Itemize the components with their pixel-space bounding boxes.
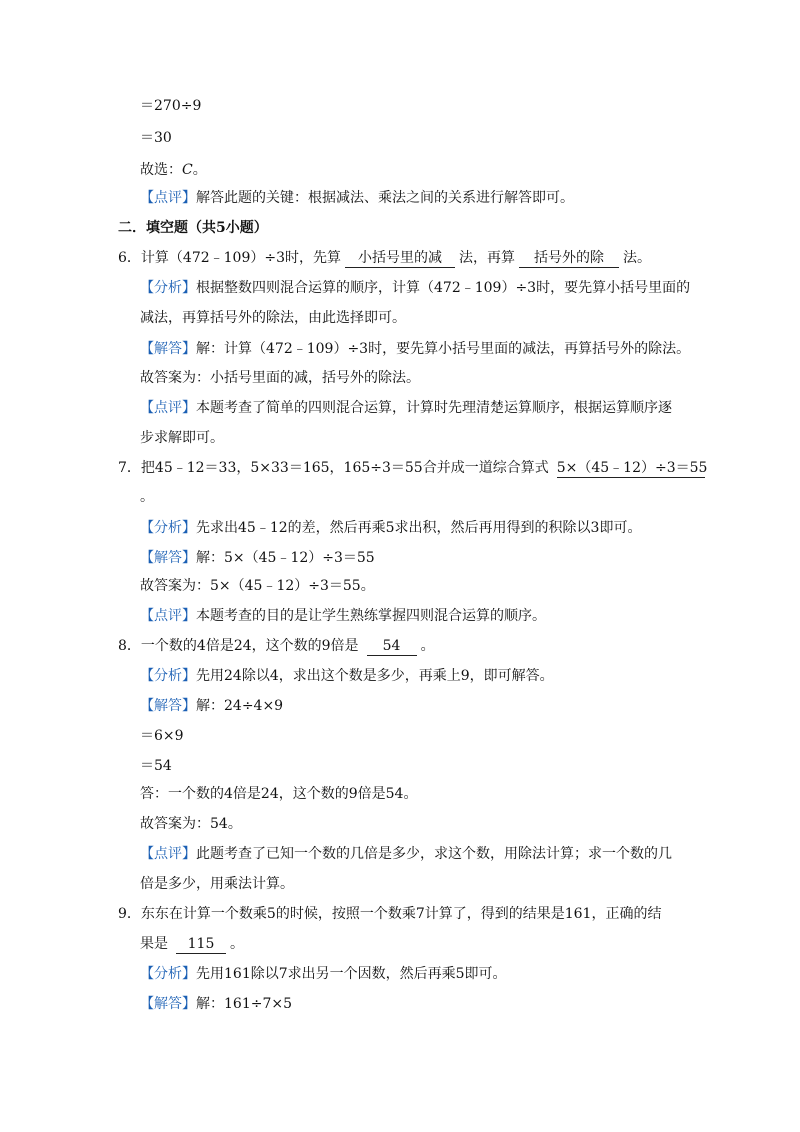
q7-comment: [140, 606, 546, 626]
q5-comment-text: 解答此题的关键：根据减法、乘法之间的关系进行解答即可。: [196, 190, 574, 206]
q8-solution-text: 解：24÷4×9: [196, 698, 284, 714]
q5-comment: [140, 188, 574, 208]
q9-analysis: [140, 964, 507, 984]
q9-analysis-text: 先用161除以7求出另一个因数，然后再乘5即可。: [196, 966, 507, 982]
q8-stem: [118, 636, 435, 656]
q6-stem-a: 计算（472﹣109）÷3时，先算: [140, 250, 342, 266]
q7-comment-text: 本题考查的目的是让学生熟练掌握四则混合运算的顺序。: [196, 608, 546, 624]
q9-answer-blank: 115: [176, 935, 226, 954]
solution-tag: 【解答】: [140, 550, 196, 566]
comment-tag: 【点评】: [140, 400, 196, 416]
q6-analysis-text-1: 根据整数四则混合运算的顺序，计算（472﹣109）÷3时，要先算小括号里面的: [196, 280, 691, 296]
q9-stem-text-1: 东东在计算一个数乘5的时候，按照一个数乘7计算了，得到的结果是161，正确的结: [140, 906, 662, 922]
comment-tag: 【点评】: [140, 190, 196, 206]
q6-analysis-text-2: 减法，再算括号外的除法，由此选择即可。: [140, 310, 406, 326]
q8-answer-blank: 54: [367, 637, 417, 656]
q5-step1: ＝270÷9: [140, 98, 202, 114]
solution-tag: 【解答】: [140, 698, 196, 714]
q8-analysis: [140, 666, 554, 686]
q8-comment-text-1: 此题考查了已知一个数的几倍是多少，求这个数，用除法计算；求一个数的几: [196, 846, 672, 862]
q7-analysis-text: 先求出45﹣12的差，然后再乘5求出积，然后再用得到的积除以3即可。: [196, 520, 642, 536]
q6-solution: [140, 339, 690, 359]
q8-answer: 故答案为：54。: [140, 816, 242, 832]
q9-number: 9．: [118, 906, 141, 922]
q5-choice-letter: C: [182, 162, 193, 178]
q7-stem-text: 把45﹣12＝33，5×33＝165，165÷3＝55合并成一道综合算式: [140, 460, 549, 476]
section-title: 二．填空题（共5小题）: [118, 220, 268, 236]
q9-stem-text-2b: 。: [230, 936, 244, 952]
comment-tag: 【点评】: [140, 608, 196, 624]
q9-stem: [118, 904, 661, 924]
comment-tag: 【点评】: [140, 846, 196, 862]
analysis-tag: 【分析】: [140, 520, 196, 536]
q7-stem-end: 。: [140, 489, 154, 505]
q6-solution-text: 解：计算（472﹣109）÷3时，要先算小括号里面的减法，再算括号外的除法。: [196, 341, 691, 357]
q6-comment: [140, 398, 672, 418]
q6-analysis: [140, 278, 690, 298]
q7-solution: [140, 548, 375, 568]
q9-solution: [140, 994, 292, 1014]
q6-stem-c: 法。: [623, 250, 652, 266]
q7-stem: [118, 458, 708, 478]
q6-number: 6．: [118, 250, 141, 266]
q9-stem-line-2: [140, 934, 244, 954]
analysis-tag: 【分析】: [140, 966, 196, 982]
q7-solution-text: 解：5×（45﹣12）÷3＝55: [196, 550, 375, 566]
q6-answer: 故答案为：小括号里面的减，括号外的除法。: [140, 370, 420, 386]
q5-choice-prefix: 故选：: [140, 162, 182, 178]
q8-analysis-text: 先用24除以4，求出这个数是多少，再乘上9，即可解答。: [196, 668, 554, 684]
q9-solution-text: 解：161÷7×5: [196, 996, 292, 1012]
solution-tag: 【解答】: [140, 996, 196, 1012]
q8-stem-end: 。: [420, 638, 435, 654]
q5-step2: ＝30: [140, 130, 172, 146]
q8-number: 8．: [118, 638, 141, 654]
analysis-tag: 【分析】: [140, 280, 196, 296]
solution-tag: 【解答】: [140, 341, 196, 357]
q6-comment-text-2: 步求解即可。: [140, 430, 224, 446]
q8-reply: 答：一个数的4倍是24，这个数的9倍是54。: [140, 786, 418, 802]
q6-stem: [118, 248, 651, 268]
q9-stem-text-2a: 果是: [140, 936, 168, 952]
analysis-tag: 【分析】: [140, 668, 196, 684]
q8-comment-text-2: 倍是多少，用乘法计算。: [140, 876, 294, 892]
q5-choice-suffix: 。: [192, 162, 207, 178]
q6-comment-text-1: 本题考查了简单的四则混合运算，计算时先理清楚运算顺序，根据运算顺序逐: [196, 400, 672, 416]
q7-answer: 故答案为：5×（45﹣12）÷3＝55。: [140, 578, 375, 594]
q8-comment: [140, 844, 672, 864]
q6-answer-blank-2: 括号外的除: [519, 249, 619, 268]
q7-answer-blank: 5×（45﹣12）÷3＝55: [556, 460, 708, 476]
q8-step1: ＝6×9: [140, 728, 184, 744]
q6-stem-b: 法，再算: [459, 250, 516, 266]
q7-analysis: [140, 518, 641, 538]
q5-choice: [140, 160, 207, 180]
q8-stem-text: 一个数的4倍是24，这个数的9倍是: [140, 638, 359, 654]
q7-number: 7．: [118, 460, 141, 476]
q8-step2: ＝54: [140, 758, 172, 774]
q8-solution: [140, 696, 283, 716]
q6-answer-blank-1: 小括号里的减: [345, 249, 455, 268]
